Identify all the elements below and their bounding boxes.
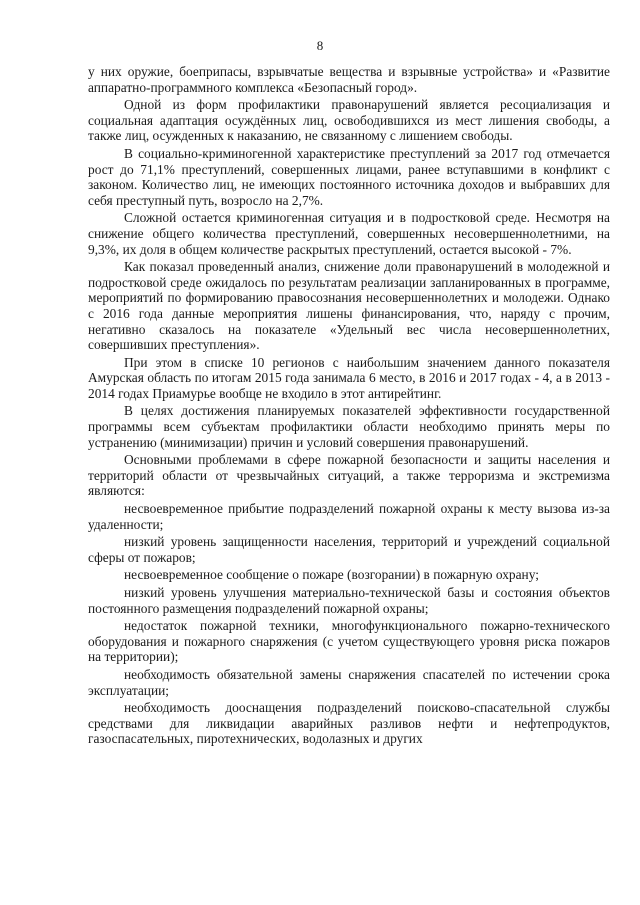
paragraph: несвоевременное прибытие подразделений пожарной охраны к месту вызова из-за удаленности; [88, 501, 610, 532]
paragraph: При этом в списке 10 регионов с наибольшим значением данного показателя Амурская область по итогам 2015 года занимала 6 место, в 2016 и 2017 годах - 4, а в 2013 - 2014 годах Приамурье вообще не входило в этот антирейтинг. [88, 354, 610, 401]
paragraph: низкий уровень защищенности населения, территорий и учреждений социальной сферы от пожаров; [88, 534, 610, 565]
paragraph: Сложной остается криминогенная ситуация и в подростковой среде. Несмотря на снижение общего количества преступлений, совершенных несовершеннолетними, на 9,3%, их доля в общем количестве раскрытых преступлений, остается высокой - 7%. [88, 210, 610, 257]
page-number: 8 [316, 38, 324, 53]
paragraph: В социально-криминогенной характеристике преступлений за 2017 год отмечается рост до 71,1% преступлений, совершенных лицами, ранее вступавшими в конфликт с законом. Количество лиц, не имеющих постоянного источника доходов и выбравших для себя преступный путь, возросло на 2,7%. [88, 145, 610, 208]
paragraph: необходимость дооснащения подразделений поисково-спасательной службы средствами для ликвидации аварийных разливов нефти и нефтепродуктов, газоспасательных, пиротехнических, водолазных и других [88, 700, 610, 747]
paragraph: Одной из форм профилактики правонарушений является ресоциализация и социальная адаптация осуждённых лиц, освободившихся из мест лишения свободы, а также лиц, осужденных к наказанию, не связанному с лишением свободы. [88, 97, 610, 144]
paragraph: необходимость обязательной замены снаряжения спасателей по истечении срока эксплуатации; [88, 666, 610, 698]
paragraph: Как показал проведенный анализ, снижение доли правонарушений в молодежной и подростковой среде ожидалось по результатам реализации запланированных в программе, мероприятий по формированию правосознания несовершеннолетних и молодежи. Однако с 2016 года данные мероприятия лишены финансирования, что, наряду с прочим, негативно сказалось на показателе «Удельный вес числа несовершеннолетних, совершивших преступления». [88, 259, 610, 353]
paragraph: низкий уровень улучшения материально-технической базы и состояния объектов постоянного размещения подразделений пожарной охраны; [88, 585, 610, 616]
paragraph: у них оружие, боеприпасы, взрывчатые вещества и взрывные устройства» и «Развитие аппаратно-программного комплекса «Безопасный город». [88, 64, 610, 95]
body-text [88, 64, 610, 749]
paragraph: недостаток пожарной техники, многофункционального пожарно-технического оборудования и пожарного снаряжения (с учетом существующего уровня риска пожаров на территории); [88, 618, 610, 665]
paragraph: В целях достижения планируемых показателей эффективности государственной программы всем субъектам профилактики области необходимо принять меры по устранению (минимизации) причин и условий совершения правонарушений. [88, 403, 610, 450]
paragraph: Основными проблемами в сфере пожарной безопасности и защиты населения и территорий области от чрезвычайных ситуаций, а также терроризма и экстремизма являются: [88, 452, 610, 499]
paragraph: несвоевременное сообщение о пожаре (возгорании) в пожарную охрану; [124, 567, 539, 583]
